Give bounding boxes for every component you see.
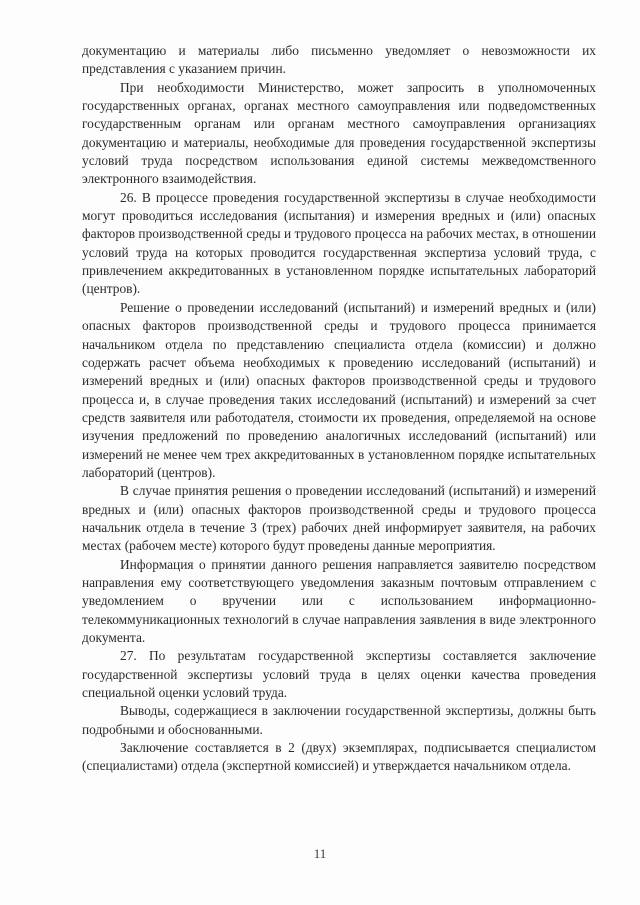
document-body [82,42,596,776]
paragraph-item-26: 26. В процессе проведения государственной экспертизы в случае необходимости могут проводиться исследования (испытания) и измерения вредных и (или) опасных факторов производственной среды и трудового процесса на рабочих местах, в отношении условий труда на которых проводится государственная экспертиза условий труда, с привлечением аккредитованных в установленном порядке испытательных лабораторий (центров). [82,189,596,297]
paragraph-conclusions: Выводы, содержащиеся в заключении государственной экспертизы, должны быть подробными и обоснованными. [82,703,596,737]
paragraph-notification: Информация о принятии данного решения направляется заявителю посредством направления ему соответствующего уведомления заказным почтовым отправлением с уведомлением о вручении или с использованием информационно-телекоммуникационных технологий в случае направления заявления в виде электронного документа. [82,556,596,645]
paragraph-decision-research: Решение о проведении исследований (испытаний) и измерений вредных и (или) опасных факторов производственной среды и трудового процесса принимается начальником отдела по представлению специалиста отдела (комиссии) и должно содержать расчет объема необходимых к проведению исследований (испытаний) и измерений вредных и (или) опасных факторов производственной среды и трудового процесса и, в случае проведения таких исследований (испытаний) и измерений за счет средств заявителя или работодателя, стоимости их проведения, определяемой на основе изучения предложений по проведению аналогичных исследований (испытаний) или измерений не менее чем трех аккредитованных в установленном порядке испытательных лабораторий (центров). [82,299,596,480]
paragraph-copies: Заключение составляется в 2 (двух) экземплярах, подписывается специалистом (специалистами) отдела (экспертной комиссией) и утверждается начальником отдела. [82,740,596,774]
page-number: 11 [313,846,327,861]
paragraph-decision-informing: В случае принятия решения о проведении исследований (испытаний) и измерений вредных и (или) опасных факторов производственной среды и трудового процесса начальник отдела в течение 3 (трех) рабочих дней информирует заявителя, на рабочих местах (рабочем месте) которого будут проведены данные мероприятия. [82,483,596,554]
paragraph-continuation: документацию и материалы либо письменно уведомляет о невозможности их представления с указанием причин. [82,43,596,77]
paragraph-ministry-request: При необходимости Министерство, может запросить в уполномоченных государственных органах, органах местного самоуправления или подведомственных государственным органам или органам местного самоуправления организациях документацию и материалы, необходимые для проведения государственной экспертизы условий труда посредством использования единой системы межведомственного электронного взаимодействия. [82,79,596,187]
paragraph-item-27: 27. По результатам государственной экспертизы составляется заключение государственной экспертизы условий труда в целях оценки качества проведения специальной оценки условий труда. [82,648,596,701]
